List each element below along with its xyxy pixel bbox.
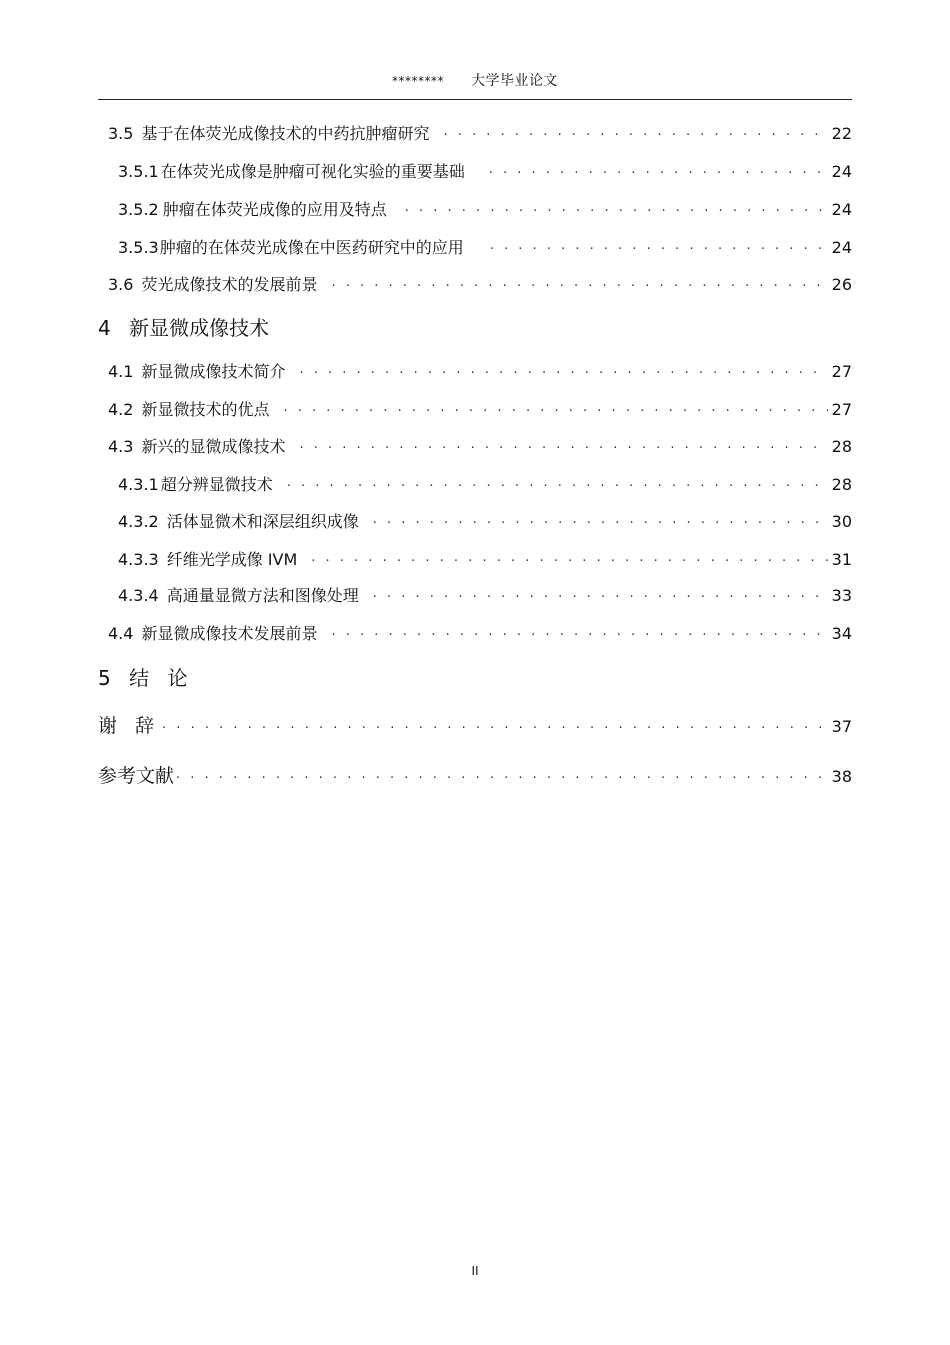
toc-entry-number: 4.1 — [108, 362, 134, 381]
header-title: 大学毕业论文 — [470, 73, 558, 89]
toc-entry[interactable] — [118, 548, 852, 572]
toc-chapter-title: 新显微成像技术 — [129, 316, 270, 340]
toc-entry-acknowledgements[interactable] — [98, 714, 852, 738]
toc-entry-page: 28 — [831, 475, 852, 494]
toc-leader-dots — [405, 200, 828, 224]
toc-entry[interactable] — [118, 473, 852, 497]
toc-entry-page: 26 — [831, 275, 852, 294]
toc-entry-page: 24 — [831, 162, 852, 181]
toc-chapter-title: 结 论 — [129, 666, 194, 690]
toc-entry-title: 肿瘤的在体荧光成像在中医药研究中的应用 — [159, 238, 464, 257]
toc-entry-title: 基于在体荧光成像技术的中药抗肿瘤研究 — [141, 124, 430, 143]
toc-entry-title: 新显微成像技术发展前景 — [141, 624, 318, 643]
toc-entry-number: 3.6 — [108, 275, 134, 294]
toc-entry-number: 4.3 — [108, 437, 134, 456]
toc-entry-page: 22 — [831, 124, 852, 143]
toc-entry-page: 38 — [831, 767, 852, 786]
toc-chapter-number: 5 — [98, 666, 111, 690]
toc-entry-page: 24 — [831, 238, 852, 257]
page-number: II — [471, 1264, 479, 1278]
toc-entry[interactable] — [108, 273, 852, 297]
header-divider — [98, 99, 852, 100]
toc-chapter-number: 4 — [98, 316, 111, 340]
toc-entry-title: 肿瘤在体荧光成像的应用及特点 — [162, 200, 387, 219]
toc-leader-dots — [331, 275, 827, 299]
toc-leader-dots — [331, 624, 827, 648]
toc-entry-page: 30 — [831, 512, 852, 531]
toc-entry-title: 新兴的显微成像技术 — [141, 437, 286, 456]
toc-entry-page: 33 — [831, 586, 852, 605]
toc-entry[interactable] — [108, 122, 852, 146]
toc-entry-number: 3.5 — [108, 124, 134, 143]
toc-entry[interactable] — [108, 360, 852, 384]
toc-entry-number: 4.2 — [108, 400, 134, 419]
toc-entry-title: 高通量显微方法和图像处理 — [166, 586, 359, 605]
toc-leader-dots — [287, 475, 828, 499]
toc-entry-title: 新显微成像技术简介 — [141, 362, 286, 381]
toc-entry-number: 4.4 — [108, 624, 134, 643]
toc-entry[interactable] — [108, 622, 852, 646]
toc-leader-dots — [373, 586, 828, 610]
toc-leader-dots — [299, 362, 827, 386]
toc-leader-dots — [373, 512, 828, 536]
toc-entry-title: 新显微技术的优点 — [141, 400, 270, 419]
toc-entry-page: 34 — [831, 624, 852, 643]
toc-entry-number: 3.5.3 — [118, 238, 159, 257]
toc-entry-page: 24 — [831, 200, 852, 219]
toc-entry-number: 4.3.1 — [118, 475, 159, 494]
toc-entry[interactable] — [118, 584, 852, 608]
toc-entry-page: 31 — [831, 550, 852, 569]
toc-entry-title: 谢 辞 — [98, 715, 161, 737]
toc-entry[interactable] — [118, 510, 852, 534]
toc-entry-number: 4.3.4 — [118, 586, 159, 605]
toc-leader-dots — [490, 238, 828, 262]
toc-entry-page: 27 — [831, 362, 852, 381]
toc-entry-page: 28 — [831, 437, 852, 456]
toc-leader-dots — [162, 717, 828, 741]
header-stars: ******** — [392, 74, 445, 88]
toc-entry[interactable] — [108, 435, 852, 459]
toc-entry-page: 27 — [831, 400, 852, 419]
toc-entry[interactable] — [118, 198, 852, 222]
toc-leader-dots — [311, 550, 827, 574]
toc-entry-page: 37 — [831, 717, 852, 736]
toc-entry-number: 4.3.3 — [118, 550, 159, 569]
toc-entry-title: 在体荧光成像是肿瘤可视化实验的重要基础 — [160, 162, 465, 181]
toc-entry-number: 3.5.2 — [118, 200, 159, 219]
toc-entry-number: 4.3.2 — [118, 512, 159, 531]
toc-leader-dots — [299, 437, 827, 461]
toc-leader-dots — [283, 400, 827, 424]
toc-entry-number: 3.5.1 — [118, 162, 159, 181]
toc-entry-title: 参考文献 — [98, 765, 175, 787]
toc-chapter-heading[interactable] — [98, 665, 193, 691]
toc-entry-title: 活体显微术和深层组织成像 — [166, 512, 359, 531]
toc-entry-title: 荧光成像技术的发展前景 — [141, 275, 318, 294]
toc-entry-title: 纤维光学成像 IVM — [166, 550, 298, 569]
toc-entry-references[interactable] — [98, 764, 852, 788]
toc-chapter-heading[interactable] — [98, 315, 269, 341]
toc-entry[interactable] — [118, 160, 852, 184]
toc-entry[interactable] — [108, 398, 852, 422]
page-header — [98, 70, 852, 90]
toc-entry[interactable] — [118, 236, 852, 260]
toc-leader-dots — [443, 124, 827, 148]
toc-entry-title: 超分辨显微技术 — [160, 475, 273, 494]
toc-leader-dots — [176, 767, 828, 791]
toc-leader-dots — [489, 162, 828, 186]
